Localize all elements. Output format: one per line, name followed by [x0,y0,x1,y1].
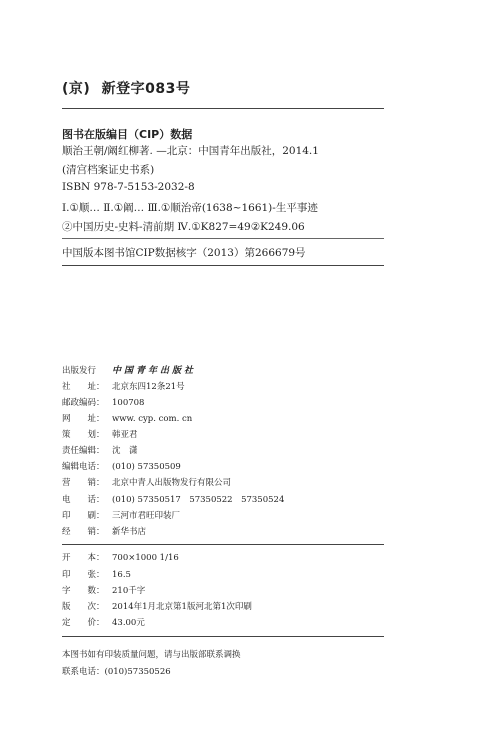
postcode-value: 100708 [112,398,145,408]
phone-row [62,493,284,505]
publisher-row [62,363,196,376]
marketing-label: 营 销： [62,478,105,488]
editor-row [62,444,138,456]
cip-title: 图书在版编目（CIP）数据 [62,128,193,141]
wordcount-row [62,584,145,596]
divider-top [62,108,384,109]
price-label: 定 价： [62,618,105,628]
format-row [62,551,179,563]
marketing-row [62,476,231,488]
phone-label: 电 话： [62,495,105,505]
quality-notice: 本图书如有印装质量问题，请与出版部联系调换 [62,650,241,660]
wordcount-label: 字 数： [62,586,105,596]
distributor-label: 经 销： [62,527,105,537]
registration-text: 新登字083号 [101,81,191,97]
cip-check-number: 中国版本图书馆CIP数据核字（2013）第266679号 [62,247,306,259]
edition-value: 2014年1月北京第1版河北第1次印刷 [112,602,252,612]
wordcount-value: 210千字 [112,586,146,596]
editor-phone-row [62,460,181,472]
divider-specs [62,636,384,637]
cip-line-1: 顺治王朝/阚红柳著. —北京：中国青年出版社，2014.1 [62,145,319,157]
postcode-row [62,396,144,408]
sheets-row [62,568,131,580]
website-value[interactable]: www. cyp. com. cn [112,414,193,424]
contact-phone: (010)57350526 [104,667,171,677]
phone-value: (010) 57350517 57350522 57350524 [112,495,285,505]
publisher-label: 出版发行 [62,366,97,376]
editor-label: 责任编辑： [62,446,105,456]
address-row [62,380,185,392]
format-value: 700×1000 1/16 [112,553,179,563]
registration-number [62,78,190,98]
address-value: 北京东四12条21号 [112,382,185,392]
sheets-label: 印 张： [62,570,105,580]
address-label: 社 址： [62,382,105,392]
cip-line-4: Ⅰ.①顺… Ⅱ.①阚… Ⅲ.①顺治帝(1638~1661)-生平事迹 [62,202,318,214]
postcode-label: 邮政编码： [62,398,105,408]
website-row [62,412,192,424]
printer-value: 三河市君旺印装厂 [112,511,181,521]
registration-prefix: (京) [62,81,91,97]
format-label: 开 本： [62,553,105,563]
distributor-row [62,525,146,537]
price-row [62,616,145,628]
website-label: 网 址： [62,414,105,424]
planner-row [62,428,138,440]
printer-row [62,509,180,521]
marketing-value: 北京中青人出版物发行有限公司 [112,478,232,488]
divider-cip-end [62,265,384,266]
divider-publisher [62,544,384,545]
sheets-value: 16.5 [112,570,131,580]
distributor-value: 新华书店 [112,527,147,537]
divider-cip [62,238,384,239]
editor-phone-label: 编辑电话： [62,462,105,472]
cip-line-2: (清宫档案证史书系) [62,164,155,176]
printer-label: 印 刷： [62,511,105,521]
edition-label: 版 次： [62,602,105,612]
editor-phone-value: (010) 57350509 [112,462,181,472]
contact-label: 联系电话： [62,667,105,677]
planner-label: 策 划： [62,430,105,440]
price-value: 43.00元 [112,618,145,628]
edition-row [62,600,252,612]
cip-line-3: ISBN 978-7-5153-2032-8 [62,181,195,193]
editor-value: 沈 潇 [112,446,138,456]
contact-row [62,665,171,677]
cip-line-5: ②中国历史-史料-清前期 Ⅳ.①K827=49②K249.06 [62,221,305,233]
publisher-logo-text: 中国青年出版社 [112,366,197,376]
planner-value: 韩亚君 [112,430,138,440]
